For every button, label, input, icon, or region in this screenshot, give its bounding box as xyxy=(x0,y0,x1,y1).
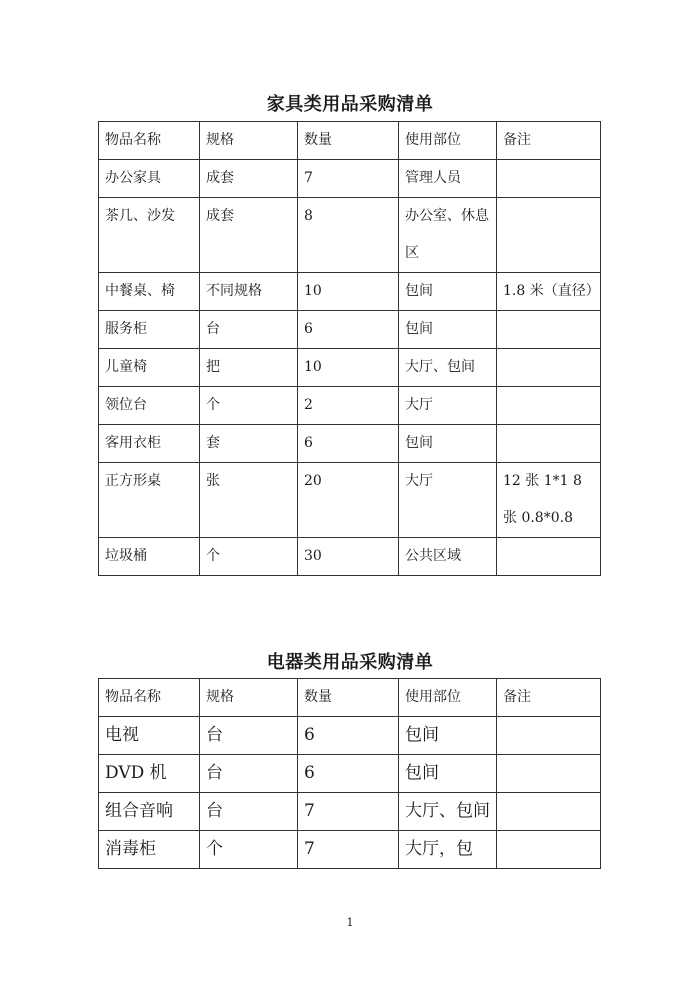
table-cell: 大厅 xyxy=(399,463,497,538)
table-cell: 成套 xyxy=(200,160,298,198)
table-cell: 垃圾桶 xyxy=(99,538,200,576)
table-cell: 大厅，包 xyxy=(399,831,497,869)
table-row xyxy=(99,755,601,793)
table-cell: 10 xyxy=(298,273,399,311)
table-cell: 8 xyxy=(298,198,399,273)
table-cell: 包间 xyxy=(399,273,497,311)
table-cell: 客用衣柜 xyxy=(99,425,200,463)
electrical-title: 电器类用品采购清单 xyxy=(266,652,434,673)
header-cell: 备注 xyxy=(497,679,601,717)
table-cell: 电视 xyxy=(99,717,200,755)
table-cell: 张 xyxy=(200,463,298,538)
header-cell: 规格 xyxy=(200,122,298,160)
table-row xyxy=(99,349,601,387)
table-cell: 7 xyxy=(298,831,399,869)
table-cell: 中餐桌、椅 xyxy=(99,273,200,311)
table-cell xyxy=(497,717,601,755)
table-cell: 6 xyxy=(298,425,399,463)
table-cell xyxy=(497,538,601,576)
header-cell: 数量 xyxy=(298,122,399,160)
table-cell xyxy=(497,755,601,793)
table-row xyxy=(99,425,601,463)
table-cell: 10 xyxy=(298,349,399,387)
table-cell: 儿童椅 xyxy=(99,349,200,387)
table-cell: 包间 xyxy=(399,755,497,793)
table-cell: DVD 机 xyxy=(99,755,200,793)
table-cell: 12 张 1*1 8 张 0.8*0.8 xyxy=(497,463,601,538)
table-cell: 7 xyxy=(298,160,399,198)
table-cell: 台 xyxy=(200,311,298,349)
table-cell xyxy=(497,311,601,349)
table-cell xyxy=(497,160,601,198)
table-cell xyxy=(497,349,601,387)
table-cell: 7 xyxy=(298,793,399,831)
furniture-title: 家具类用品采购清单 xyxy=(266,94,434,115)
table-cell: 包间 xyxy=(399,717,497,755)
table-row xyxy=(99,831,601,869)
table-cell: 服务柜 xyxy=(99,311,200,349)
table-row xyxy=(99,311,601,349)
table-cell: 茶几、沙发 xyxy=(99,198,200,273)
page-number: 1 xyxy=(346,916,354,929)
table-cell: 30 xyxy=(298,538,399,576)
table-cell: 包间 xyxy=(399,311,497,349)
table-cell: 公共区域 xyxy=(399,538,497,576)
header-cell: 规格 xyxy=(200,679,298,717)
table-cell: 台 xyxy=(200,793,298,831)
table-row xyxy=(99,387,601,425)
table-row xyxy=(99,198,601,273)
header-cell: 使用部位 xyxy=(399,122,497,160)
header-cell: 物品名称 xyxy=(99,679,200,717)
table-cell: 办公室、休息区 xyxy=(399,198,497,273)
table-cell: 成套 xyxy=(200,198,298,273)
table-row xyxy=(99,538,601,576)
table-cell: 大厅、包间 xyxy=(399,793,497,831)
table-header-row xyxy=(99,122,601,160)
table-cell: 6 xyxy=(298,717,399,755)
table-cell: 大厅、包间 xyxy=(399,349,497,387)
table-cell: 20 xyxy=(298,463,399,538)
table-cell: 6 xyxy=(298,311,399,349)
table-cell xyxy=(497,793,601,831)
header-cell: 数量 xyxy=(298,679,399,717)
table-cell: 管理人员 xyxy=(399,160,497,198)
table-row xyxy=(99,463,601,538)
table-cell xyxy=(497,425,601,463)
table-cell: 领位台 xyxy=(99,387,200,425)
table-row xyxy=(99,273,601,311)
header-cell: 备注 xyxy=(497,122,601,160)
table-row xyxy=(99,717,601,755)
table-cell: 包间 xyxy=(399,425,497,463)
table-cell: 组合音响 xyxy=(99,793,200,831)
table-cell: 把 xyxy=(200,349,298,387)
table-cell: 不同规格 xyxy=(200,273,298,311)
header-cell: 物品名称 xyxy=(99,122,200,160)
electrical-table xyxy=(98,678,601,869)
table-cell xyxy=(497,387,601,425)
table-cell: 6 xyxy=(298,755,399,793)
table-cell: 个 xyxy=(200,831,298,869)
table-cell: 台 xyxy=(200,717,298,755)
table-cell: 办公家具 xyxy=(99,160,200,198)
table-cell: 1.8 米（直径） xyxy=(497,273,601,311)
table-row xyxy=(99,160,601,198)
table-cell: 大厅 xyxy=(399,387,497,425)
table-cell: 正方形桌 xyxy=(99,463,200,538)
table-row xyxy=(99,793,601,831)
table-cell: 套 xyxy=(200,425,298,463)
table-cell: 2 xyxy=(298,387,399,425)
table-cell: 消毒柜 xyxy=(99,831,200,869)
furniture-table xyxy=(98,121,601,576)
table-header-row xyxy=(99,679,601,717)
table-cell: 个 xyxy=(200,387,298,425)
table-cell: 个 xyxy=(200,538,298,576)
table-cell xyxy=(497,198,601,273)
table-cell xyxy=(497,831,601,869)
header-cell: 使用部位 xyxy=(399,679,497,717)
table-cell: 台 xyxy=(200,755,298,793)
